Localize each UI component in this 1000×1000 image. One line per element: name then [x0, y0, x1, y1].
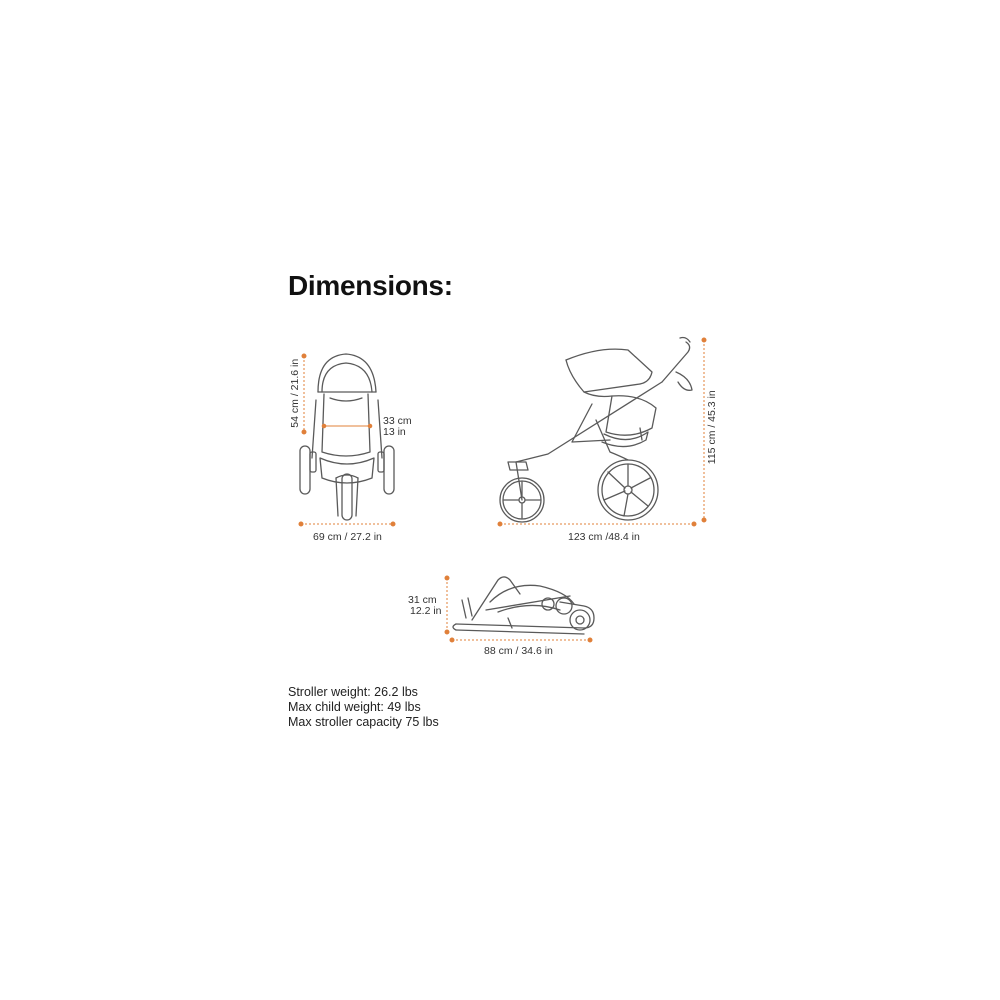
max-stroller-capacity: Max stroller capacity 75 lbs: [288, 715, 439, 729]
folded-height-label-cm: 31 cm: [408, 594, 437, 606]
max-child-weight: Max child weight: 49 lbs: [288, 700, 421, 714]
front-view-illustration: [300, 354, 394, 520]
front-height-label: 54 cm / 21.6 in: [288, 358, 301, 428]
stroller-weight: Stroller weight: 26.2 lbs: [288, 685, 418, 699]
side-height-label: 115 cm / 45.3 in: [705, 390, 718, 465]
side-view-illustration: [500, 338, 692, 523]
seat-width-label-in: 13 in: [383, 426, 406, 438]
page-title: Dimensions:: [288, 270, 453, 301]
folded-length-label: 88 cm / 34.6 in: [484, 645, 553, 657]
side-length-label: 123 cm /48.4 in: [568, 531, 640, 543]
folded-view-illustration: [453, 577, 594, 634]
seat-width-label-cm: 33 cm: [383, 415, 412, 427]
folded-height-label-in: 12.2 in: [410, 605, 442, 617]
specs-list: [288, 685, 439, 730]
front-width-label: 69 cm / 27.2 in: [313, 531, 382, 543]
